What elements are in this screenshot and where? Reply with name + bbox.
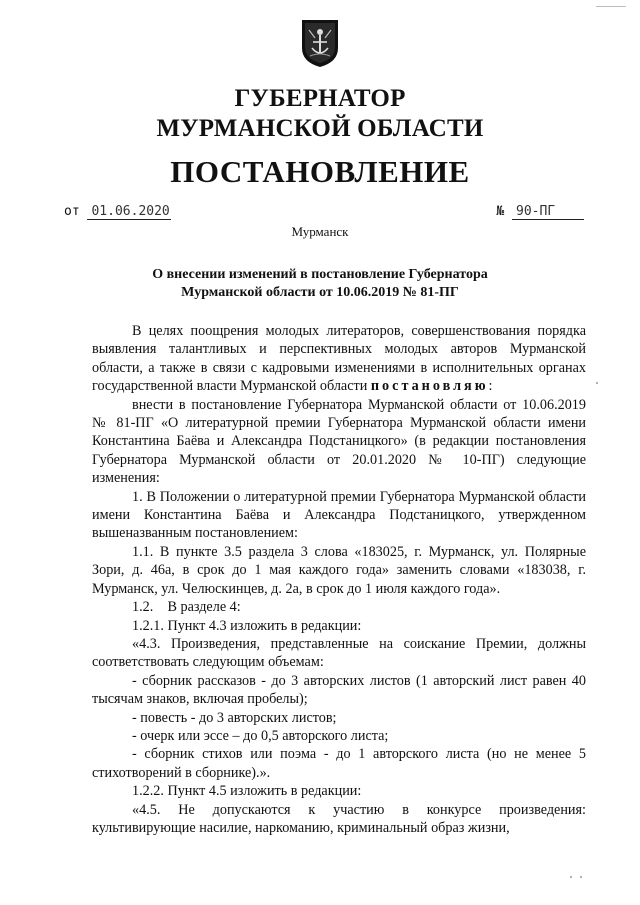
- number-prefix: №: [496, 204, 505, 219]
- body-paragraph: 1. В Положении о литературной премии Губернатора Мурманской области имени Константина Баёва и Александра Подстаницкого, утвержденном вышеназванным постановлением:: [92, 488, 586, 542]
- date-prefix: от: [64, 204, 80, 219]
- scan-speck: [570, 876, 572, 878]
- body-paragraph: - повесть - до 3 авторских листов;: [132, 709, 337, 726]
- city-label: Мурманск: [291, 224, 349, 239]
- document-body: [92, 322, 586, 837]
- title-line-1: ГУБЕРНАТОР: [234, 85, 406, 112]
- governor-title: [0, 84, 640, 144]
- body-paragraph: - сборник стихов или поэма - до 1 авторского листа (но не менее 5 стихотворений в сборнике).».: [92, 746, 586, 781]
- decree-word: постановляю: [370, 378, 489, 395]
- murmansk-coat-of-arms-icon: [300, 18, 340, 68]
- body-paragraph: 1.2.1. Пункт 4.3 изложить в редакции:: [132, 617, 362, 634]
- number-value: 90-ПГ: [512, 204, 584, 220]
- date-value: 01.06.2020: [87, 204, 171, 220]
- body-paragraph: внести в постановление Губернатора Мурманской области от 10.06.2019 № 81-ПГ «О литературной премии Губернатора Мурманской области имени Константина Баёва и Александра Подстаницкого» (в редакции постановления Губернатора Мурманской области от 20.01.2020 № 10-ПГ) следующие изменения:: [92, 396, 586, 487]
- date-number-row: [64, 204, 584, 224]
- subject-line-1: О внесении изменений в постановление Губернатора: [152, 267, 488, 282]
- document-number: [496, 204, 584, 220]
- body-paragraph: - сборник рассказов - до 3 авторских листов (1 авторский лист равен 40 тысячам знаков, включая пробелы);: [92, 672, 586, 708]
- title-line-2: МУРМАНСКОЙ ОБЛАСТИ: [156, 115, 484, 142]
- body-paragraph: 1.2. В разделе 4:: [132, 599, 241, 616]
- body-paragraph: 1.1. В пункте 3.5 раздела 3 слова «183025, г. Мурманск, ул. Полярные Зори, д. 46а, в срок до 1 мая каждого года» заменить словами «183038, г. Мурманск, ул. Челюскинцев, д. 2а, в срок до 1 июля каждого года».: [92, 543, 586, 597]
- document-date: [64, 204, 171, 220]
- scan-mark: [596, 6, 626, 13]
- body-paragraph: В целях поощрения молодых литераторов, совершенствования порядка выявления талантливых и перспективных молодых авторов Мурманской области, а также в связи с кадровыми изменениями в исполнительных органах государственной власти Мурманской области постановляю:: [92, 323, 586, 395]
- document-subject: [100, 266, 540, 302]
- scan-speck: [580, 876, 582, 878]
- document-type: ПОСТАНОВЛЕНИЕ: [170, 154, 470, 189]
- body-paragraph: «4.5. Не допускаются к участию в конкурсе произведения: культивирующие насилие, наркоманию, криминальный образ жизни,: [92, 801, 586, 836]
- body-paragraph: - очерк или эссе – до 0,5 авторского листа;: [132, 727, 389, 744]
- body-paragraph: «4.3. Произведения, представленные на соискание Премии, должны соответствовать следующим объемам:: [92, 635, 586, 671]
- body-paragraph: 1.2.2. Пункт 4.5 изложить в редакции:: [132, 783, 362, 800]
- scan-speck: [596, 382, 598, 384]
- subject-line-2: Мурманской области от 10.06.2019 № 81-ПГ: [181, 285, 459, 300]
